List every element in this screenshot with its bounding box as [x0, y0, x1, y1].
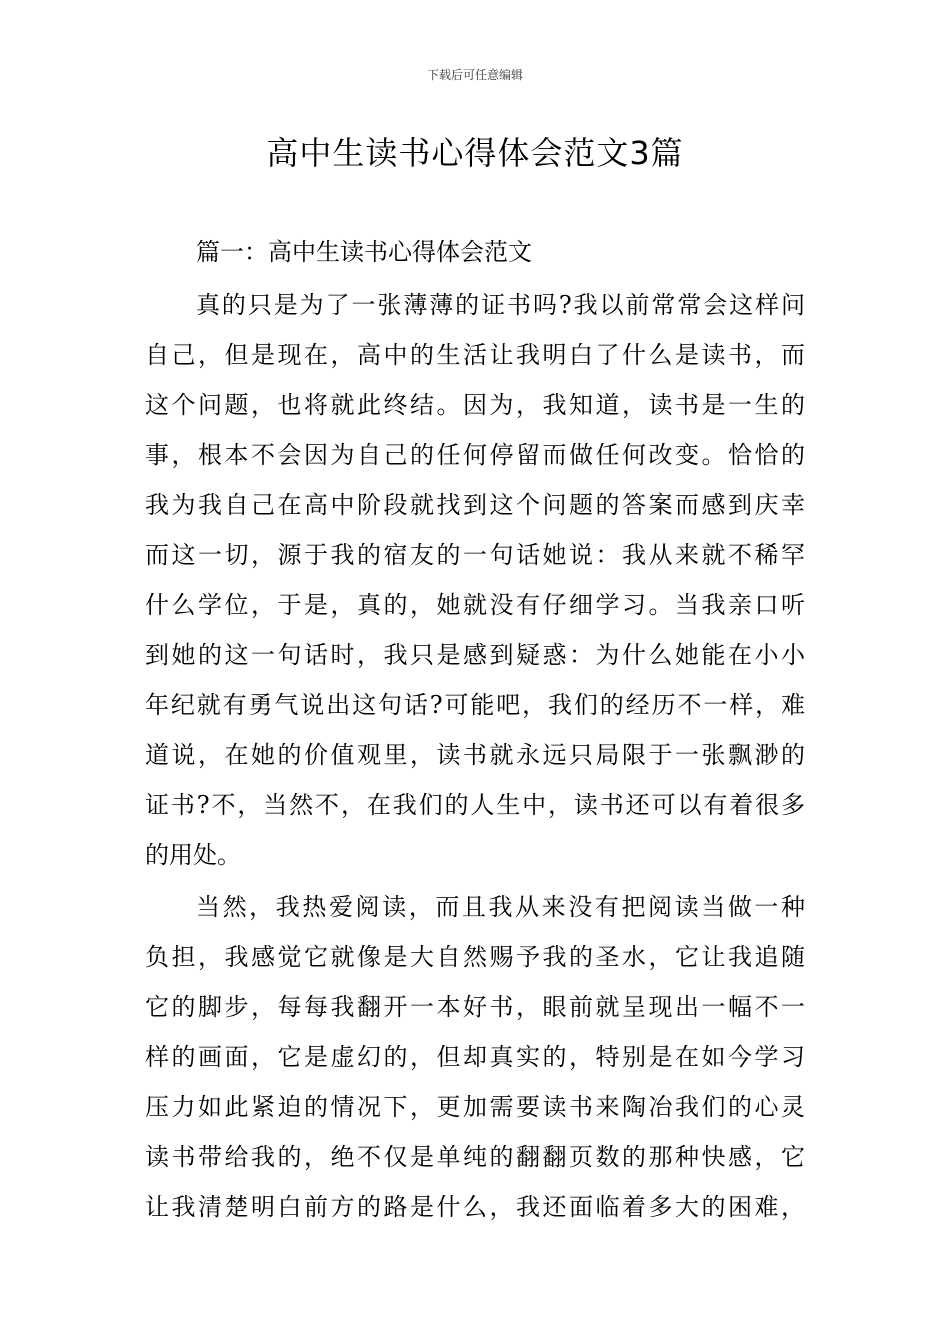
- text-line: 道说，在她的价值观里，读书就永远只局限于一张飘渺的: [145, 741, 805, 769]
- text-line: 事，根本不会因为自己的任何停留而做任何改变。恰恰的: [145, 441, 805, 469]
- text-line: 我为我自己在高中阶段就找到这个问题的答案而感到庆幸: [145, 491, 805, 519]
- text-line: 让我清楚明白前方的路是什么，我还面临着多大的困难，: [145, 1193, 805, 1221]
- text-line: 证书?不，当然不，在我们的人生中，读书还可以有着很多: [145, 791, 805, 819]
- header-note: 下载后可任意编辑: [426, 68, 523, 82]
- text-line: 这个问题，也将就此终结。因为，我知道，读书是一生的: [145, 391, 805, 419]
- paragraph-1: [145, 280, 805, 880]
- text-line: 的用处。: [145, 841, 241, 869]
- text-line: 负担，我感觉它就像是大自然赐予我的圣水，它让我追随: [145, 943, 805, 971]
- text-line: 而这一切，源于我的宿友的一句话她说：我从来就不稀罕: [145, 541, 805, 569]
- text-line: 真的只是为了一张薄薄的证书吗?我以前常常会这样问: [196, 291, 805, 319]
- text-line: 什么学位，于是，真的，她就没有仔细学习。当我亲口听: [145, 591, 805, 619]
- text-line: 压力如此紧迫的情况下，更加需要读书来陶冶我们的心灵: [145, 1093, 805, 1121]
- text-line: 自己，但是现在，高中的生活让我明白了什么是读书，而: [145, 341, 805, 369]
- paragraph-2: [145, 882, 805, 1232]
- text-line: 年纪就有勇气说出这句话?可能吧，我们的经历不一样，难: [145, 691, 805, 719]
- text-line: 读书带给我的，绝不仅是单纯的翻翻页数的那种快感，它: [145, 1143, 805, 1171]
- text-line: 它的脚步，每每我翻开一本好书，眼前就呈现出一幅不一: [145, 993, 805, 1021]
- document-body: [145, 280, 805, 1232]
- section-heading: 篇一：高中生读书心得体会范文: [196, 238, 532, 266]
- document-title: 高中生读书心得体会范文3篇: [266, 134, 684, 172]
- text-line: 到她的这一句话时，我只是感到疑惑：为什么她能在小小: [145, 641, 805, 669]
- text-line: 当然，我热爱阅读，而且我从来没有把阅读当做一种: [196, 893, 805, 921]
- text-line: 样的画面，它是虚幻的，但却真实的，特别是在如今学习: [145, 1043, 805, 1071]
